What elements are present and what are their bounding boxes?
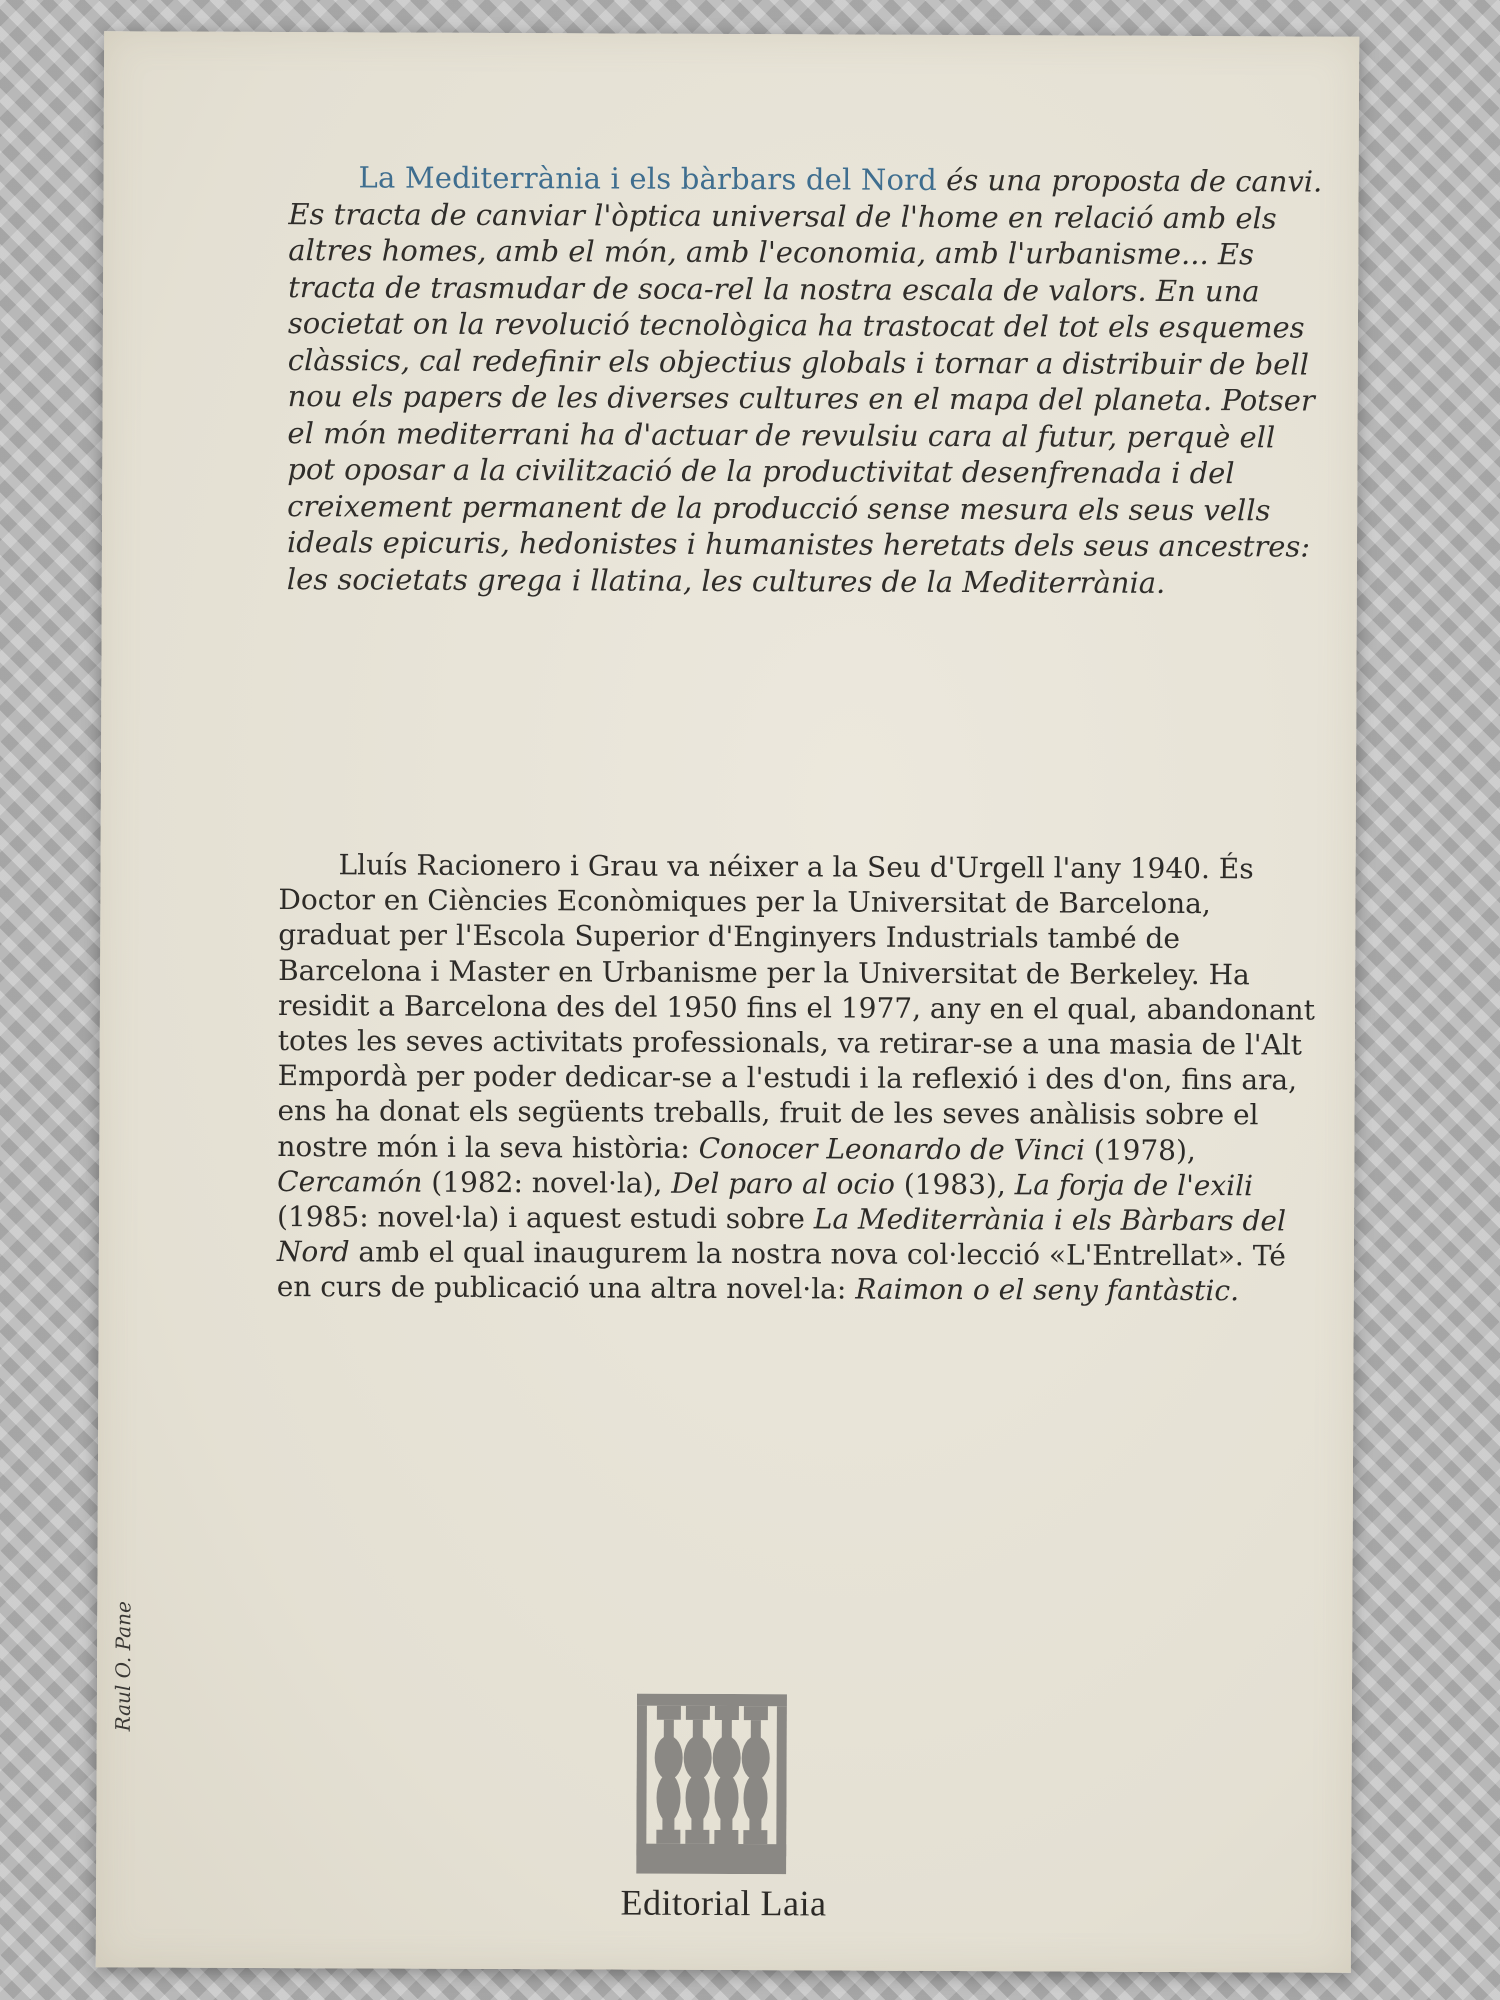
bio-text-6: amb el qual inaugurem la nostra nova col·lecció «L'Entrellat». Té en curs de publicació una altra novel·la:: [276, 1235, 1286, 1306]
blurb-text: és una proposta de canvi. Es tracta de canviar l'òptica universal de l'home en relació amb els altres homes, amb el món, amb l'economia, amb l'urbanisme... Es tracta de trasmudar de soca-rel la nostra escala de valors. En una societat on la revolució tecnològica ha trastocat del tot els esquemes clàssics, cal redefinir els objectius globals i tornar a distribuir de bell nou els papers de les diverses cultures en el mapa del planeta. Potser el món mediterrani ha d'actuar de revulsiu cara al futur, perquè ell pot oposar a la civilització de la productivitat desenfrenada i del creixement permanent de la producció sense mesura els seus vells ideals epicuris, hedonistes i humanistes heretats dels seus ancestres: les societats grega i llatina, les cultures de la Mediterrània.: [286, 162, 1323, 600]
publisher-name: Editorial Laia: [620, 1882, 827, 1924]
bio-work-title: La Mediterrània i els Bàrbars del Nord: [276, 1202, 1287, 1269]
bio-text-3: (1982: novel·la),: [422, 1165, 672, 1200]
bio-work-title: Del paro al ocio: [671, 1166, 895, 1201]
author-bio-paragraph: [277, 847, 1319, 1309]
bio-work-title: Raimon o el seny fantàstic.: [855, 1272, 1240, 1308]
cover-design-credit: Raul O. Pane: [110, 1601, 136, 1732]
bio-work-title: Cercamón: [277, 1164, 423, 1199]
bio-text-1: Lluís Racionero i Grau va néixer a la Seu d'Urgell l'any 1940. És Doctor en Ciències Econòmiques per la Universitat de Barcelona, graduat per l'Escola Superior d'Enginyers Industrials també de Barcelona i Master en Urbanisme per la Universitat de Berkeley. Ha residit a Barcelona des del 1950 fins el 1977, any en el qual, abandonant totes les seves activitats professionals, va retirar-se a una masia de l'Alt Empordà per poder dedicar-se a l'estudi i la reflexió i des d'on, fins ara, ens ha donat els següents treballs, fruit de les seves anàlisis sobre el nostre món i la seva història:: [277, 848, 1315, 1165]
bio-work-title: La forja de l'exili: [1014, 1168, 1254, 1203]
bio-work-title: Conocer Leonardo de Vinci: [698, 1131, 1086, 1167]
balustrade-logo-icon: [636, 1694, 787, 1875]
bio-text-4: (1983),: [894, 1167, 1015, 1202]
book-back-cover: [96, 31, 1359, 1972]
blurb-paragraph: [287, 159, 1324, 602]
bio-text-5: (1985: novel·la) i aquest estudi sobre: [276, 1200, 814, 1236]
blurb-book-title: La Mediterrània i els bàrbars del Nord: [358, 160, 938, 197]
bio-text-2: (1978),: [1084, 1133, 1196, 1167]
